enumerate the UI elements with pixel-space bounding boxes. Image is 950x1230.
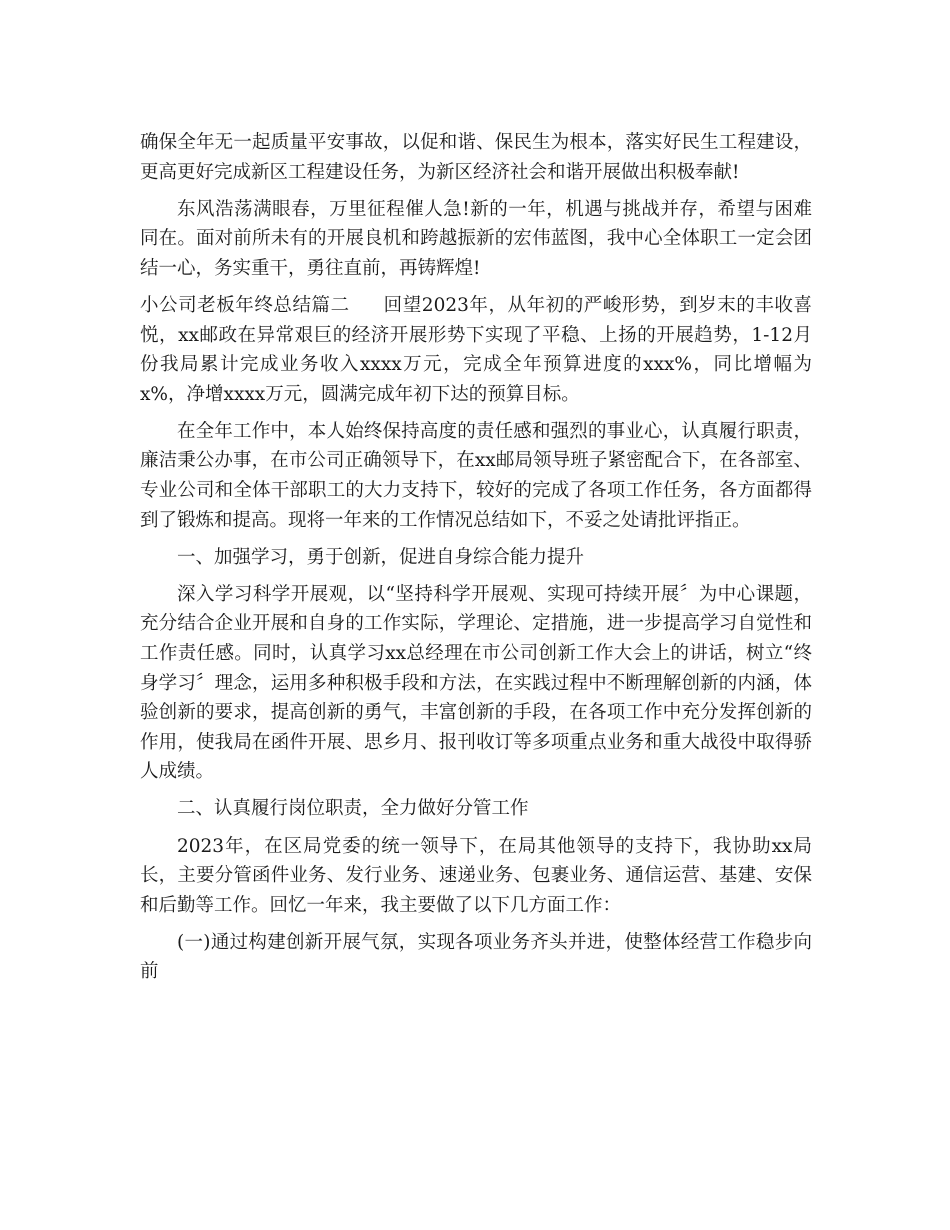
paragraph-6: 深入学习科学开展观，以“坚持科学开展观、实现可持续开展〞为中心课题，充分结合企业开展和自身的工作实际，学理论、定措施，进一步提高学习自觉性和工作责任感。同时，认真学习xx总经理在市公司创新工作大会上的讲话，树立“终身学习〞理念，运用多种积极手段和方法，在实践过程中不断理解创新的内涵，体验创新的要求，提高创新的勇气，丰富创新的手段，在各项工作中充分发挥创新的作用，使我局在函件开展、思乡月、报刊收订等多项重点业务和重大战役中取得骄人成绩。: [140, 583, 812, 783]
paragraph-2: 东风浩荡满眼春，万里征程催人急!新的一年，机遇与挑战并存，希望与困难同在。面对前所未有的开展良机和跨越振新的宏伟蓝图，我中心全体职工一定会团结一心，务实重干，勇往直前，再铸辉煌!: [140, 198, 812, 279]
section-heading: 小公司老板年终总结篇二: [140, 294, 350, 316]
paragraph-4: 在全年工作中，本人始终保持高度的责任感和强烈的事业心，认真履行职责，廉洁秉公办事，在市公司正确领导下，在xx邮局领导班子紧密配合下，在各部室、专业公司和全体干部职工的大力支持下，较好的完成了各项工作任务，各方面都得到了锻炼和提高。现将一年来的工作情况总结如下，不妥之处请批评指正。: [140, 420, 812, 531]
paragraph-3-text: 回望2023年，从年初的严峻形势，到岁末的丰收喜悦，xx邮政在异常艰巨的经济开展形势下实现了平稳、上扬的开展趋势，1-12月份我局累计完成业务收入xxxx万元，完成全年预算进度的xxx%，同比增幅为x%，净增xxxx万元，圆满完成年初下达的预算目标。: [140, 294, 812, 405]
paragraph-8: 2023年，在区局党委的统一领导下，在局其他领导的支持下，我协助xx局长，主要分管函件业务、发行业务、速递业务、包裹业务、通信运营、基建、安保和后勤等工作。回忆一年来，我主要做了以下几方面工作：: [140, 835, 812, 916]
document-body: [140, 128, 812, 995]
subheading-2: 二、认真履行岗位职责，全力做好分管工作: [177, 798, 529, 820]
paragraph-1: 确保全年无一起质量平安事故，以促和谐、保民生为根本，落实好民生工程建设，更高更好完成新区工程建设任务，为新区经济社会和谐开展做出积极奉献!: [140, 132, 812, 183]
paragraph-9: (一)通过构建创新开展气氛，实现各项业务齐头并进，使整体经营工作稳步向前: [140, 931, 812, 983]
paragraph-3: [140, 291, 812, 409]
subheading-1: 一、加强学习，勇于创新，促进自身综合能力提升: [177, 546, 585, 568]
